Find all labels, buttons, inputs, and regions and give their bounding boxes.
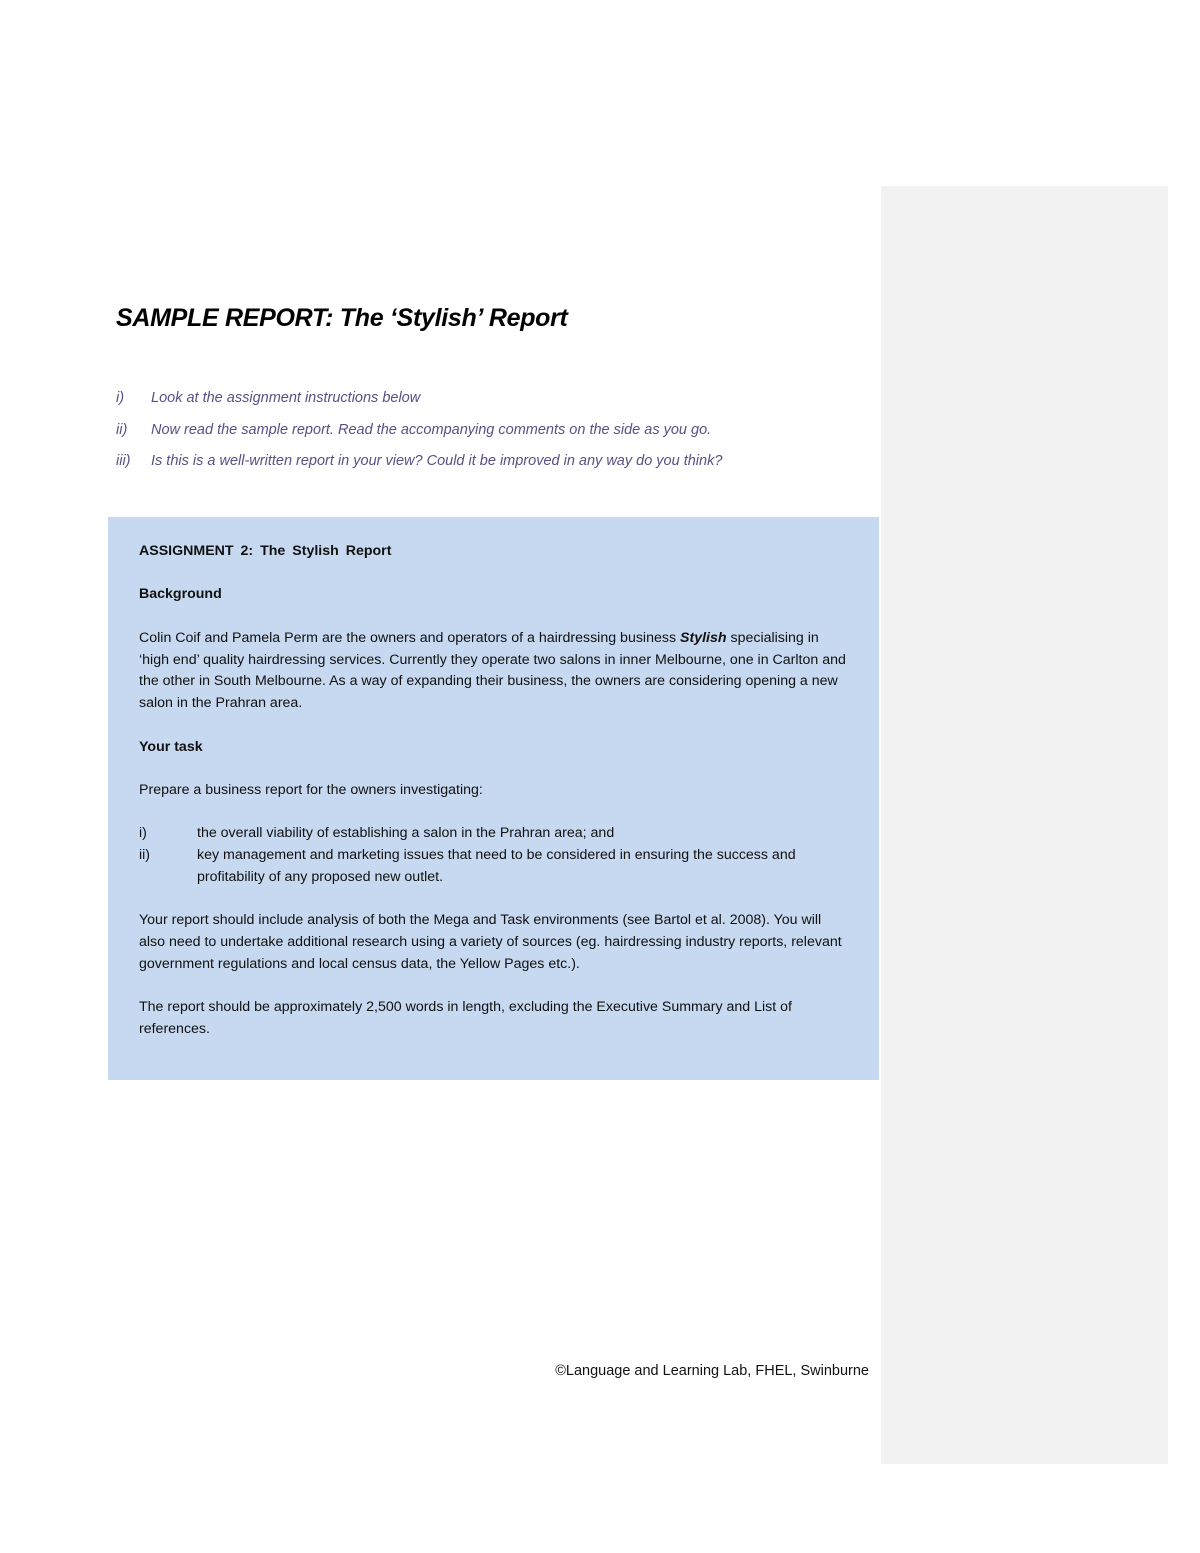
assignment-title: ASSIGNMENT 2: The Stylish Report bbox=[139, 543, 392, 559]
task-number: ii) bbox=[139, 847, 151, 864]
instruction-item bbox=[116, 453, 856, 485]
instructions-list bbox=[116, 390, 856, 485]
analysis-paragraph: Your report should include analysis of both the Mega and Task environments (see Bartol et al. 2008). You will also need to undertake additional research using a variety of sources (eg. hairdressing industry reports, relevant government regulations and local census data, the Yellow Pages etc.). bbox=[139, 912, 842, 972]
background-paragraph bbox=[139, 628, 849, 715]
document-title: SAMPLE REPORT: The ‘Stylish’ Report bbox=[116, 304, 568, 332]
task-text: key management and marketing issues that need to be considered in ensuring the success and profitability of any proposed new outlet. bbox=[197, 847, 796, 885]
assignment-box bbox=[108, 517, 879, 1080]
task-text: the overall viability of establishing a salon in the Prahran area; and bbox=[197, 825, 615, 842]
copyright-footer: ©Language and Learning Lab, FHEL, Swinburne bbox=[555, 1363, 869, 1379]
instruction-text: Look at the assignment instructions below bbox=[151, 390, 421, 406]
comment-margin-pane bbox=[881, 186, 1168, 1464]
task-item bbox=[139, 845, 849, 889]
instruction-text: Is this is a well-written report in your view? Could it be improved in any way do you think? bbox=[151, 453, 723, 469]
instruction-number: ii) bbox=[116, 421, 128, 438]
task-heading: Your task bbox=[139, 738, 203, 755]
instruction-text: Now read the sample report. Read the accompanying comments on the side as you go. bbox=[151, 421, 712, 438]
instruction-number: i) bbox=[116, 390, 125, 406]
task-intro: Prepare a business report for the owners investigating: bbox=[139, 781, 483, 798]
background-text-start: Colin Coif and Pamela Perm are the owners and operators of a hairdressing business bbox=[139, 629, 680, 646]
length-paragraph: The report should be approximately 2,500 words in length, excluding the Executive Summary and List of references. bbox=[139, 999, 792, 1038]
instruction-number: iii) bbox=[116, 453, 131, 469]
business-name: Stylish bbox=[680, 629, 727, 646]
task-number: i) bbox=[139, 825, 147, 842]
task-item bbox=[139, 823, 849, 845]
background-text-end: specialising in ‘high end’ quality hairdressing services. Currently they operate two salons in inner Melbourne, one in Carlton and the other in South Melbourne. As a way of expanding their business, the owners are considering opening a new salon in the Prahran area. bbox=[139, 629, 846, 712]
instruction-item bbox=[116, 422, 856, 454]
task-list bbox=[139, 823, 849, 888]
instruction-item bbox=[116, 390, 856, 422]
background-heading: Background bbox=[139, 586, 222, 603]
